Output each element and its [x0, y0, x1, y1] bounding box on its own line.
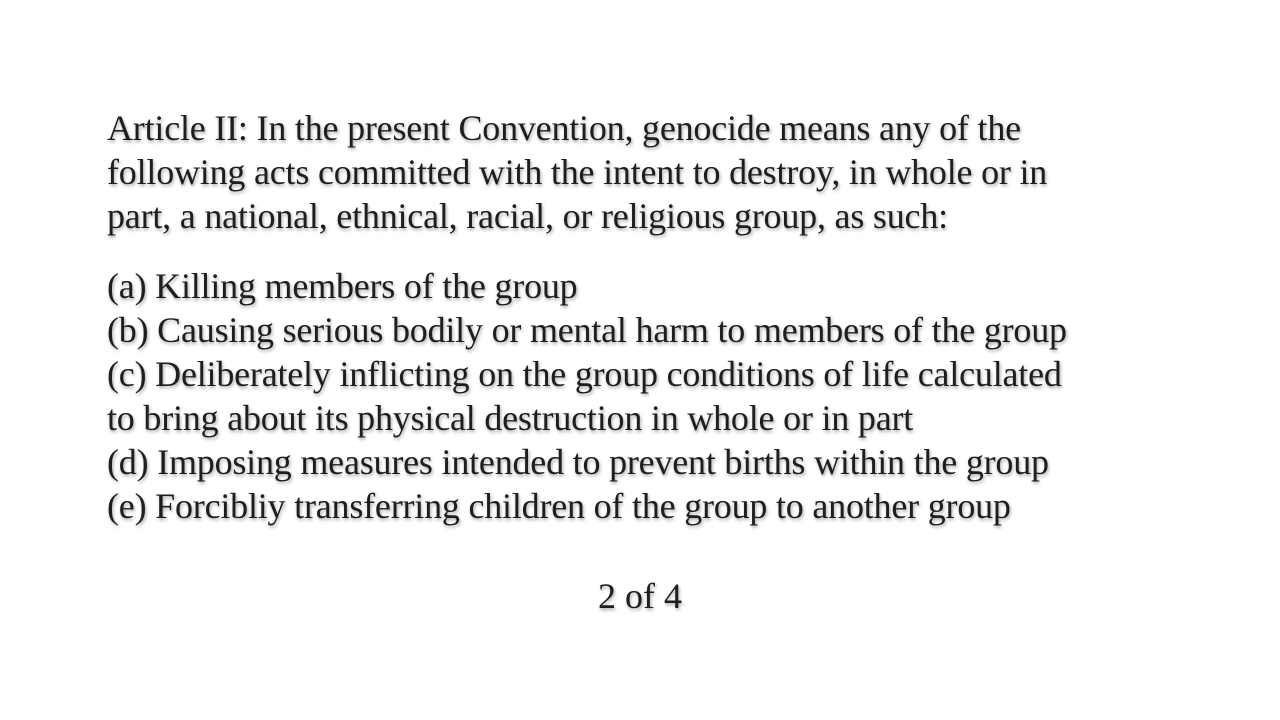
act-item-d: (d) Imposing measures intended to prevent births within the group: [107, 442, 1049, 482]
intro-line: following acts committed with the intent to destroy, in whole or in: [107, 152, 1048, 192]
intro-line: part, a national, ethnical, racial, or religious group, as such:: [107, 196, 948, 236]
acts-list: [107, 264, 1227, 528]
article-intro: [107, 106, 1227, 238]
article-text: [107, 106, 1227, 528]
act-item-a: (a) Killing members of the group: [107, 266, 578, 306]
act-item-b: (b) Causing serious bodily or mental harm to members of the group: [107, 310, 1067, 350]
intro-line: Article II: In the present Convention, genocide means any of the: [107, 108, 1021, 148]
act-item-c: (c) Deliberately inflicting on the group conditions of life calculated: [107, 354, 1062, 394]
act-item-c-continued: to bring about its physical destruction in whole or in part: [107, 398, 914, 438]
page-indicator: 2 of 4: [598, 576, 682, 616]
act-item-e: (e) Forcibliy transferring children of the group to another group: [107, 486, 1011, 526]
